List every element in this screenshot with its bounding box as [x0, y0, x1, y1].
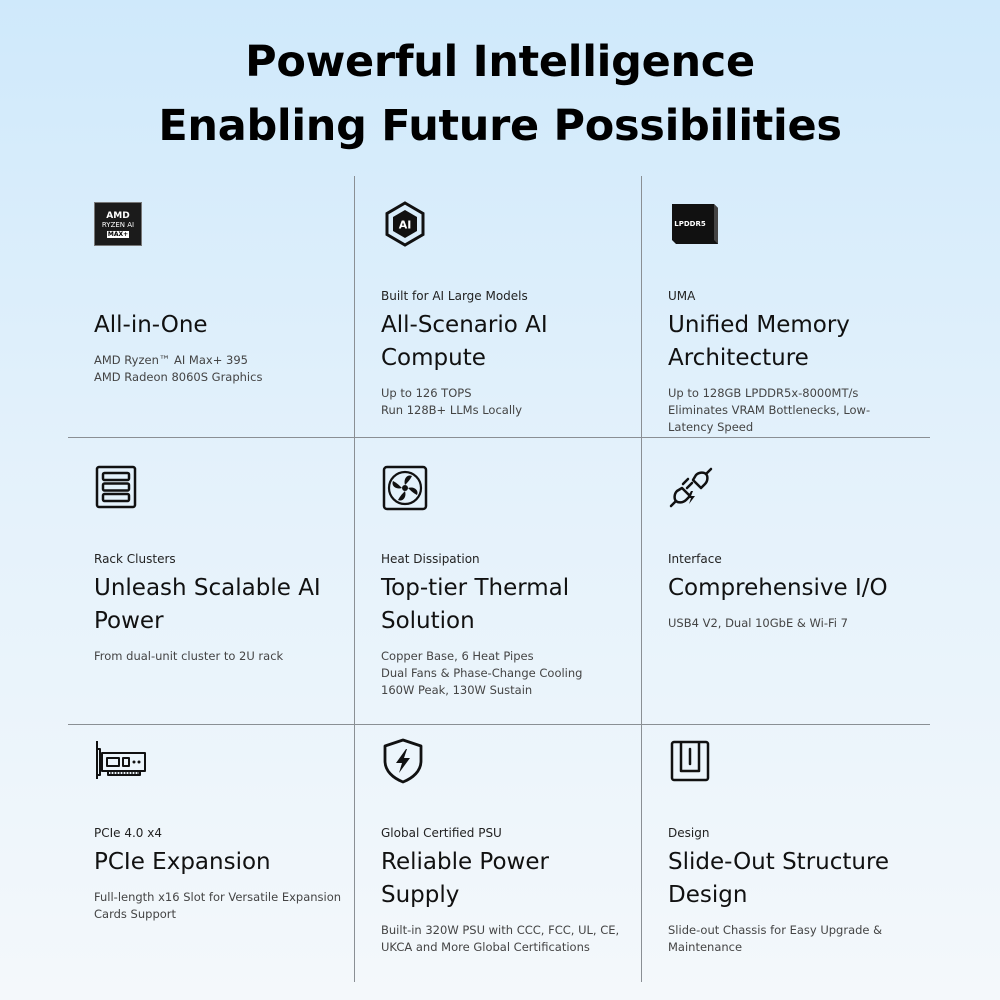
server-rack-icon	[94, 464, 138, 510]
feature-heading: Reliable Power Supply	[381, 849, 549, 908]
feature-description: Up to 126 TOPS Run 128B+ LLMs Locally	[381, 386, 523, 417]
power-plug-icon	[668, 466, 714, 510]
feature-heading: Unified Memory Architecture	[668, 312, 850, 371]
feature-power-supply	[355, 725, 620, 982]
feature-ai-compute	[355, 176, 620, 437]
feature-slide-out	[642, 725, 907, 982]
feature-heading: Comprehensive I/O	[668, 575, 888, 601]
cooling-fan-icon	[381, 464, 429, 512]
feature-subtitle: Rack Clusters	[94, 552, 176, 566]
feature-description: Up to 128GB LPDDR5x-8000MT/s Eliminates VRAM Bottlenecks, Low- Latency Speed	[668, 386, 871, 434]
feature-subtitle: Heat Dissipation	[381, 552, 480, 566]
feature-subtitle: Built for AI Large Models	[381, 289, 528, 303]
feature-subtitle: Interface	[668, 552, 722, 566]
feature-description: From dual-unit cluster to 2U rack	[94, 649, 284, 663]
lightning-shield-icon	[381, 737, 425, 785]
lpddr5-memory-chip-icon	[668, 202, 720, 246]
feature-subtitle: Design	[668, 826, 710, 840]
pcie-card-icon	[94, 739, 148, 781]
feature-rack-clusters	[68, 438, 333, 724]
feature-description: Built-in 320W PSU with CCC, FCC, UL, CE, UKCA and More Global Certifications	[381, 923, 620, 954]
feature-heading: Slide-Out Structure Design	[668, 849, 890, 908]
page-title	[0, 30, 1000, 158]
feature-unified-memory	[642, 176, 907, 437]
feature-heading: Unleash Scalable AI Power	[94, 575, 321, 634]
feature-all-in-one	[68, 176, 333, 437]
feature-heading: All-Scenario AI Compute	[381, 312, 548, 371]
feature-heading: Top-tier Thermal Solution	[381, 575, 570, 634]
svg-text:LPDDR5: LPDDR5	[674, 220, 706, 228]
feature-description: Full-length x16 Slot for Versatile Expansion Cards Support	[94, 890, 342, 921]
feature-thermal	[355, 438, 620, 724]
feature-subtitle: PCIe 4.0 x4	[94, 826, 162, 840]
title-line-1: Powerful Intelligence	[245, 37, 755, 87]
feature-subtitle: UMA	[668, 289, 696, 303]
svg-text:AI: AI	[398, 218, 412, 232]
amd-ryzen-ai-badge-icon: AMD RYZEN AI MAX+	[94, 202, 142, 246]
feature-io	[642, 438, 907, 724]
feature-description: Slide-out Chassis for Easy Upgrade & Maintenance	[668, 923, 883, 954]
feature-heading: PCIe Expansion	[94, 849, 271, 875]
feature-description: Copper Base, 6 Heat Pipes Dual Fans & Phase-Change Cooling 160W Peak, 130W Sustain	[381, 649, 583, 697]
feature-pcie	[68, 725, 342, 982]
feature-description: AMD Ryzen™ AI Max+ 395 AMD Radeon 8060S Graphics	[94, 353, 263, 384]
slide-out-chassis-icon	[668, 739, 712, 783]
feature-subtitle: Global Certified PSU	[381, 826, 502, 840]
feature-description: USB4 V2, Dual 10GbE & Wi-Fi 7	[668, 616, 848, 630]
ai-chip-icon	[381, 200, 429, 248]
title-line-2: Enabling Future Possibilities	[158, 101, 842, 151]
feature-heading: All-in-One	[94, 312, 208, 338]
